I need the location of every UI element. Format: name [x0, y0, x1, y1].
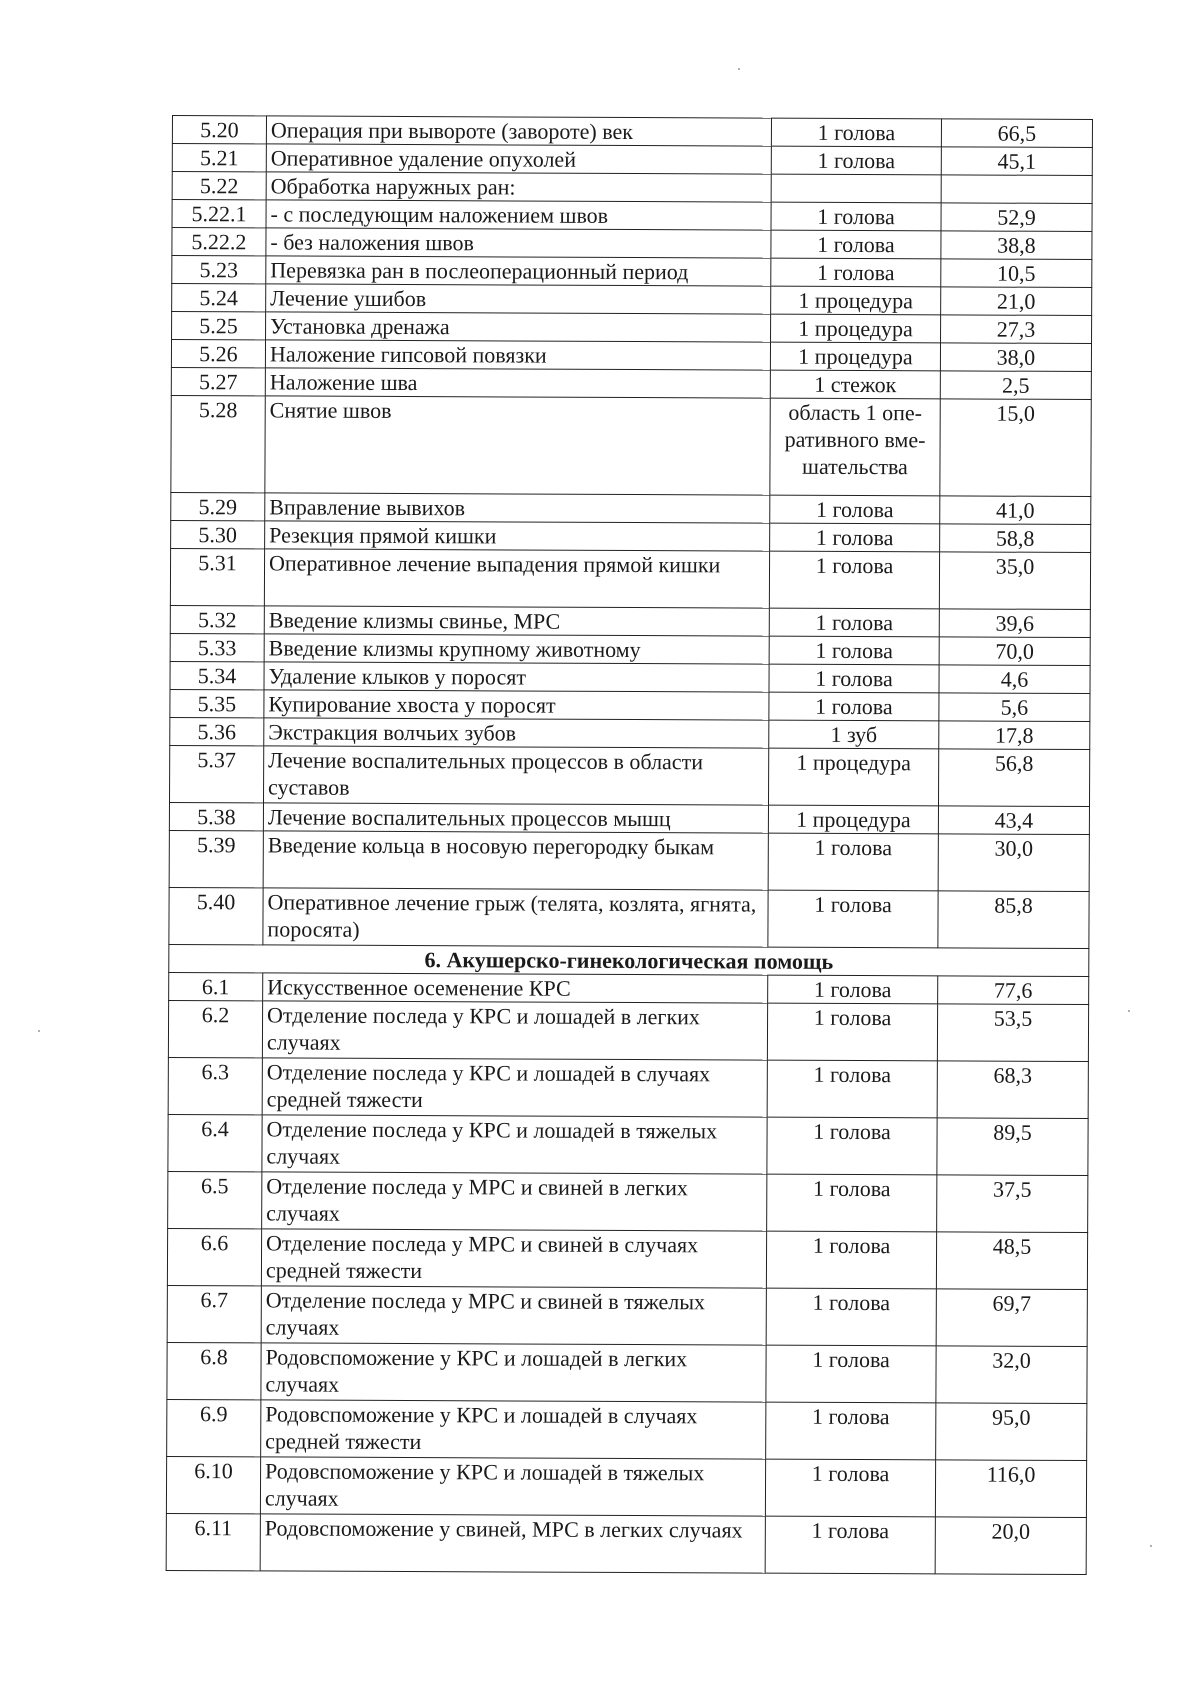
table-row: [167, 1285, 1087, 1346]
service-name: Родовспоможение у свиней, МРС в легких случаях: [260, 1514, 765, 1573]
price-table: [166, 115, 1093, 1575]
unit-of-measure: 1 процедура: [771, 286, 941, 315]
price-value: 89,5: [937, 1118, 1088, 1176]
table-row: [170, 717, 1090, 749]
unit-of-measure: 1 процедура: [768, 748, 938, 806]
table-row: [168, 1171, 1088, 1232]
service-name: Удаление клыков у поросят: [264, 662, 769, 692]
table-row: [172, 256, 1092, 288]
item-number: 6.4: [168, 1114, 262, 1171]
price-value: 39,6: [939, 609, 1090, 638]
service-name: Отделение последа у КРС и лошадей в случаях средней тяжести: [262, 1058, 767, 1117]
service-name: Лечение воспалительных процессов в области суставов: [263, 746, 768, 805]
service-name: Лечение ушибов: [266, 284, 771, 314]
table-row: [172, 116, 1092, 148]
service-name: Родовспоможение у КРС и лошадей в случаях средней тяжести: [261, 1400, 766, 1459]
service-name: Резекция прямой кишки: [265, 521, 770, 551]
item-number: 6.3: [168, 1057, 262, 1114]
item-number: 5.33: [170, 633, 264, 661]
price-value: 27,3: [941, 315, 1092, 344]
unit-of-measure: 1 голова: [766, 1402, 936, 1460]
unit-of-measure: 1 стежок: [770, 370, 940, 399]
unit-of-measure: 1 голова: [771, 146, 941, 175]
service-name: Отделение последа у МРС и свиней в легких случаях: [262, 1172, 767, 1231]
service-name: - без наложения швов: [266, 228, 771, 258]
price-value: 56,8: [938, 749, 1089, 807]
unit-of-measure: 1 голова: [766, 1288, 936, 1346]
item-number: 5.22: [172, 172, 266, 200]
price-value: 21,0: [941, 287, 1092, 316]
table-row: [171, 492, 1091, 524]
section-header-row: [169, 944, 1089, 976]
service-name: Оперативное лечение выпадения прямой кишки: [264, 549, 769, 608]
service-name: Отделение последа у КРС и лошадей в легких случаях: [262, 1001, 767, 1060]
table-row: [169, 972, 1089, 1004]
unit-of-measure: 1 процедура: [771, 314, 941, 343]
unit-of-measure: 1 голова: [769, 636, 939, 665]
table-row: [171, 395, 1091, 496]
unit-of-measure: 1 голова: [765, 1459, 935, 1517]
table-row: [171, 367, 1091, 399]
table-row: [168, 1000, 1088, 1061]
table-row: [169, 887, 1089, 948]
item-number: 5.22.2: [172, 228, 266, 256]
service-name: Экстракция волчьих зубов: [264, 718, 769, 748]
price-value: 52,9: [941, 203, 1092, 232]
price-value: 45,1: [941, 147, 1092, 176]
table-row: [167, 1342, 1087, 1403]
unit-of-measure: 1 голова: [767, 1117, 937, 1175]
item-number: 5.38: [169, 802, 263, 830]
service-name: Купирование хвоста у поросят: [264, 690, 769, 720]
price-value: 95,0: [936, 1403, 1087, 1461]
unit-of-measure: 1 голова: [766, 1231, 936, 1289]
table-row: [167, 1399, 1087, 1460]
scan-speck: [1150, 1545, 1152, 1547]
item-number: 5.39: [169, 830, 263, 887]
item-number: 5.22.1: [172, 200, 266, 228]
service-name: Введение клизмы свинье, МРС: [264, 606, 769, 636]
price-value: 10,5: [941, 259, 1092, 288]
item-number: 5.23: [172, 256, 266, 284]
table-row: [169, 802, 1089, 834]
service-name: Введение клизмы крупному животному: [264, 634, 769, 664]
unit-of-measure: 1 голова: [769, 608, 939, 637]
unit-of-measure: 1 голова: [771, 118, 941, 147]
unit-of-measure: 1 голова: [771, 258, 941, 287]
item-number: 5.20: [172, 116, 266, 144]
service-name: Операция при вывороте (завороте) век: [266, 116, 771, 146]
price-value: 4,6: [939, 665, 1090, 694]
unit-of-measure: 1 процедура: [770, 342, 940, 371]
unit-of-measure: [771, 174, 941, 203]
service-name: Снятие швов: [265, 396, 770, 495]
item-number: 5.25: [172, 312, 266, 340]
table-row: [170, 548, 1090, 609]
unit-of-measure: 1 голова: [770, 523, 940, 552]
service-name: Установка дренажа: [266, 312, 771, 342]
price-value: 58,8: [940, 524, 1091, 553]
table-row: [170, 745, 1090, 806]
unit-of-measure: 1 голова: [769, 664, 939, 693]
price-value: 70,0: [939, 637, 1090, 666]
table-row: [168, 1114, 1088, 1175]
price-value: 53,5: [937, 1004, 1088, 1062]
table-row: [166, 1513, 1086, 1574]
unit-of-measure: 1 процедура: [768, 805, 938, 834]
unit-of-measure: 1 голова: [770, 495, 940, 524]
service-name: Оперативное лечение грыж (телята, козлята, ягнята, поросята): [263, 888, 768, 947]
price-value: 32,0: [936, 1346, 1087, 1404]
unit-of-measure: 1 голова: [768, 890, 938, 948]
table-row: [172, 312, 1092, 344]
price-value: 15,0: [940, 399, 1091, 497]
item-number: 6.10: [166, 1456, 260, 1513]
price-value: 41,0: [940, 496, 1091, 525]
service-name: Перевязка ран в послеоперационный период: [266, 256, 771, 286]
service-name: Отделение последа у МРС и свиней в случаях средней тяжести: [261, 1229, 766, 1288]
table-row: [171, 340, 1091, 372]
price-value: 48,5: [936, 1232, 1087, 1290]
item-number: 5.32: [170, 605, 264, 633]
price-value: 20,0: [935, 1517, 1086, 1575]
unit-of-measure: 1 голова: [765, 1516, 935, 1574]
price-value: 38,8: [941, 231, 1092, 260]
service-name: Наложение шва: [265, 368, 770, 398]
unit-of-measure: 1 голова: [767, 1174, 937, 1232]
unit-of-measure: 1 голова: [769, 692, 939, 721]
price-value: 85,8: [938, 891, 1089, 949]
price-value: 30,0: [938, 834, 1089, 892]
table-row: [172, 284, 1092, 316]
section-title: 6. Акушерско-гинекологическая помощь: [169, 944, 1089, 976]
service-name: Отделение последа у КРС и лошадей в тяжелых случаях: [262, 1115, 767, 1174]
price-value: 35,0: [939, 552, 1090, 610]
table-row: [172, 172, 1092, 204]
item-number: 5.37: [170, 745, 264, 802]
item-number: 6.7: [167, 1285, 261, 1342]
unit-of-measure: область 1 опе-ративного вме-шательства: [770, 398, 940, 496]
unit-of-measure: 1 голова: [766, 1345, 936, 1403]
service-name: Наложение гипсовой повязки: [265, 340, 770, 370]
table-row: [172, 144, 1092, 176]
item-number: 6.1: [169, 972, 263, 1000]
item-number: 5.31: [170, 548, 264, 605]
unit-of-measure: 1 голова: [767, 1060, 937, 1118]
unit-of-measure: 1 голова: [768, 833, 938, 891]
item-number: 5.27: [171, 367, 265, 395]
item-number: 6.11: [166, 1513, 260, 1570]
price-value: 77,6: [938, 976, 1089, 1005]
table-row: [166, 1456, 1086, 1517]
table-row: [172, 200, 1092, 232]
table-row: [169, 830, 1089, 891]
item-number: 6.6: [167, 1228, 261, 1285]
price-table-body: [166, 116, 1092, 1575]
item-number: 5.40: [169, 887, 263, 944]
item-number: 5.35: [170, 689, 264, 717]
scan-speck: [1128, 1010, 1130, 1012]
scan-speck: [738, 68, 740, 70]
price-value: 38,0: [940, 343, 1091, 372]
price-value: 2,5: [940, 371, 1091, 400]
price-value: 66,5: [941, 119, 1092, 148]
table-row: [170, 605, 1090, 637]
price-value: 69,7: [936, 1289, 1087, 1347]
service-name: Искусственное осеменение КРС: [263, 973, 768, 1003]
service-name: Вправление вывихов: [265, 493, 770, 523]
unit-of-measure: 1 зуб: [769, 720, 939, 749]
item-number: 5.21: [172, 144, 266, 172]
unit-of-measure: 1 голова: [771, 202, 941, 231]
price-value: 43,4: [938, 806, 1089, 835]
item-number: 5.34: [170, 661, 264, 689]
table-row: [171, 520, 1091, 552]
price-value: 116,0: [935, 1460, 1086, 1518]
unit-of-measure: 1 голова: [771, 230, 941, 259]
table-row: [170, 633, 1090, 665]
table-row: [170, 689, 1090, 721]
scan-speck: [38, 1030, 40, 1032]
price-value: 17,8: [939, 721, 1090, 750]
service-name: Родовспоможение у КРС и лошадей в легких случаях: [261, 1343, 766, 1402]
table-row: [167, 1228, 1087, 1289]
item-number: 5.26: [171, 340, 265, 368]
unit-of-measure: 1 голова: [767, 1003, 937, 1061]
item-number: 5.28: [171, 395, 265, 492]
service-name: - с последующим наложением швов: [266, 200, 771, 230]
item-number: 6.8: [167, 1342, 261, 1399]
item-number: 5.24: [172, 284, 266, 312]
price-value: 37,5: [937, 1175, 1088, 1233]
table-row: [170, 661, 1090, 693]
item-number: 6.9: [167, 1399, 261, 1456]
item-number: 6.2: [168, 1000, 262, 1057]
service-name: Введение кольца в носовую перегородку быкам: [263, 831, 768, 890]
price-value: 68,3: [937, 1061, 1088, 1119]
unit-of-measure: 1 голова: [769, 551, 939, 609]
service-name: Отделение последа у МРС и свиней в тяжелых случаях: [261, 1286, 766, 1345]
service-name: Оперативное удаление опухолей: [266, 144, 771, 174]
service-name: Родовспоможение у КРС и лошадей в тяжелых случаях: [260, 1457, 765, 1516]
item-number: 5.36: [170, 717, 264, 745]
unit-of-measure: 1 голова: [768, 975, 938, 1004]
price-value: 5,6: [939, 693, 1090, 722]
service-name: Лечение воспалительных процессов мышц: [263, 803, 768, 833]
table-row: [172, 228, 1092, 260]
item-number: 6.5: [168, 1171, 262, 1228]
price-value: [941, 175, 1092, 204]
service-name: Обработка наружных ран:: [266, 172, 771, 202]
table-row: [168, 1057, 1088, 1118]
item-number: 5.30: [171, 520, 265, 548]
item-number: 5.29: [171, 492, 265, 520]
